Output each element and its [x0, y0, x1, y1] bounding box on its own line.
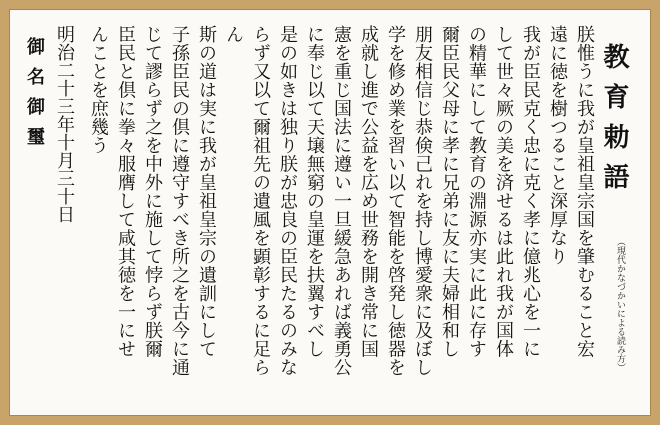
text-column: 子孫臣民の倶に遵守すべき所之を古今に通	[169, 25, 190, 377]
text-column: 爾臣民父母に孝に兄弟に友に夫婦相和し	[439, 25, 460, 358]
date-line: 明治二十三年十月三十日	[54, 25, 75, 223]
reading-note: （現代かなづかいによる読み方）	[615, 237, 625, 372]
text-column: 朋友相信じ恭倹己れを持し博愛衆に及ぼし	[412, 25, 433, 377]
text-column: 臣民と倶に拳々服膺して咸其徳を一にせ	[115, 25, 136, 358]
text-column: ん	[223, 25, 244, 44]
text-column: らず又以て爾祖先の遺風を顕彰するに足ら	[250, 25, 271, 377]
text-column: して世々厥の美を済せるは此れ我が国体	[493, 25, 514, 358]
document-sheet	[21, 25, 639, 400]
text-column: 朕惟うに我が皇祖皇宗国を肇むること宏	[574, 25, 595, 358]
text-column: 成就し進で公益を広め世務を開き常に国	[358, 25, 379, 358]
text-column: 学を修め業を習い以て智能を啓発し徳器を	[385, 25, 406, 377]
document-title: 教育勅語	[599, 43, 629, 203]
text-column: の精華にして教育の淵源亦実に此に存す	[466, 25, 487, 358]
text-column: 我が臣民克く忠に克く孝に億兆心を一に	[520, 25, 541, 358]
text-column: 憲を重じ国法に遵い一旦緩急あれば義勇公	[331, 25, 352, 377]
text-column: 遠に徳を樹つること深厚なり	[547, 25, 568, 266]
imperial-signature: 御名御璽	[24, 37, 45, 157]
text-column: 是の如きは独り朕が忠良の臣民たるのみな	[277, 25, 298, 377]
text-column: に奉じ以て天壌無窮の皇運を扶翼すべし	[304, 25, 325, 358]
text-column: 斯の道は実に我が皇祖皇宗の遺訓にして	[196, 25, 217, 358]
text-column: じて謬らず之を中外に施して悖らず朕爾	[142, 25, 163, 358]
text-column: んことを庶幾う	[88, 25, 109, 155]
